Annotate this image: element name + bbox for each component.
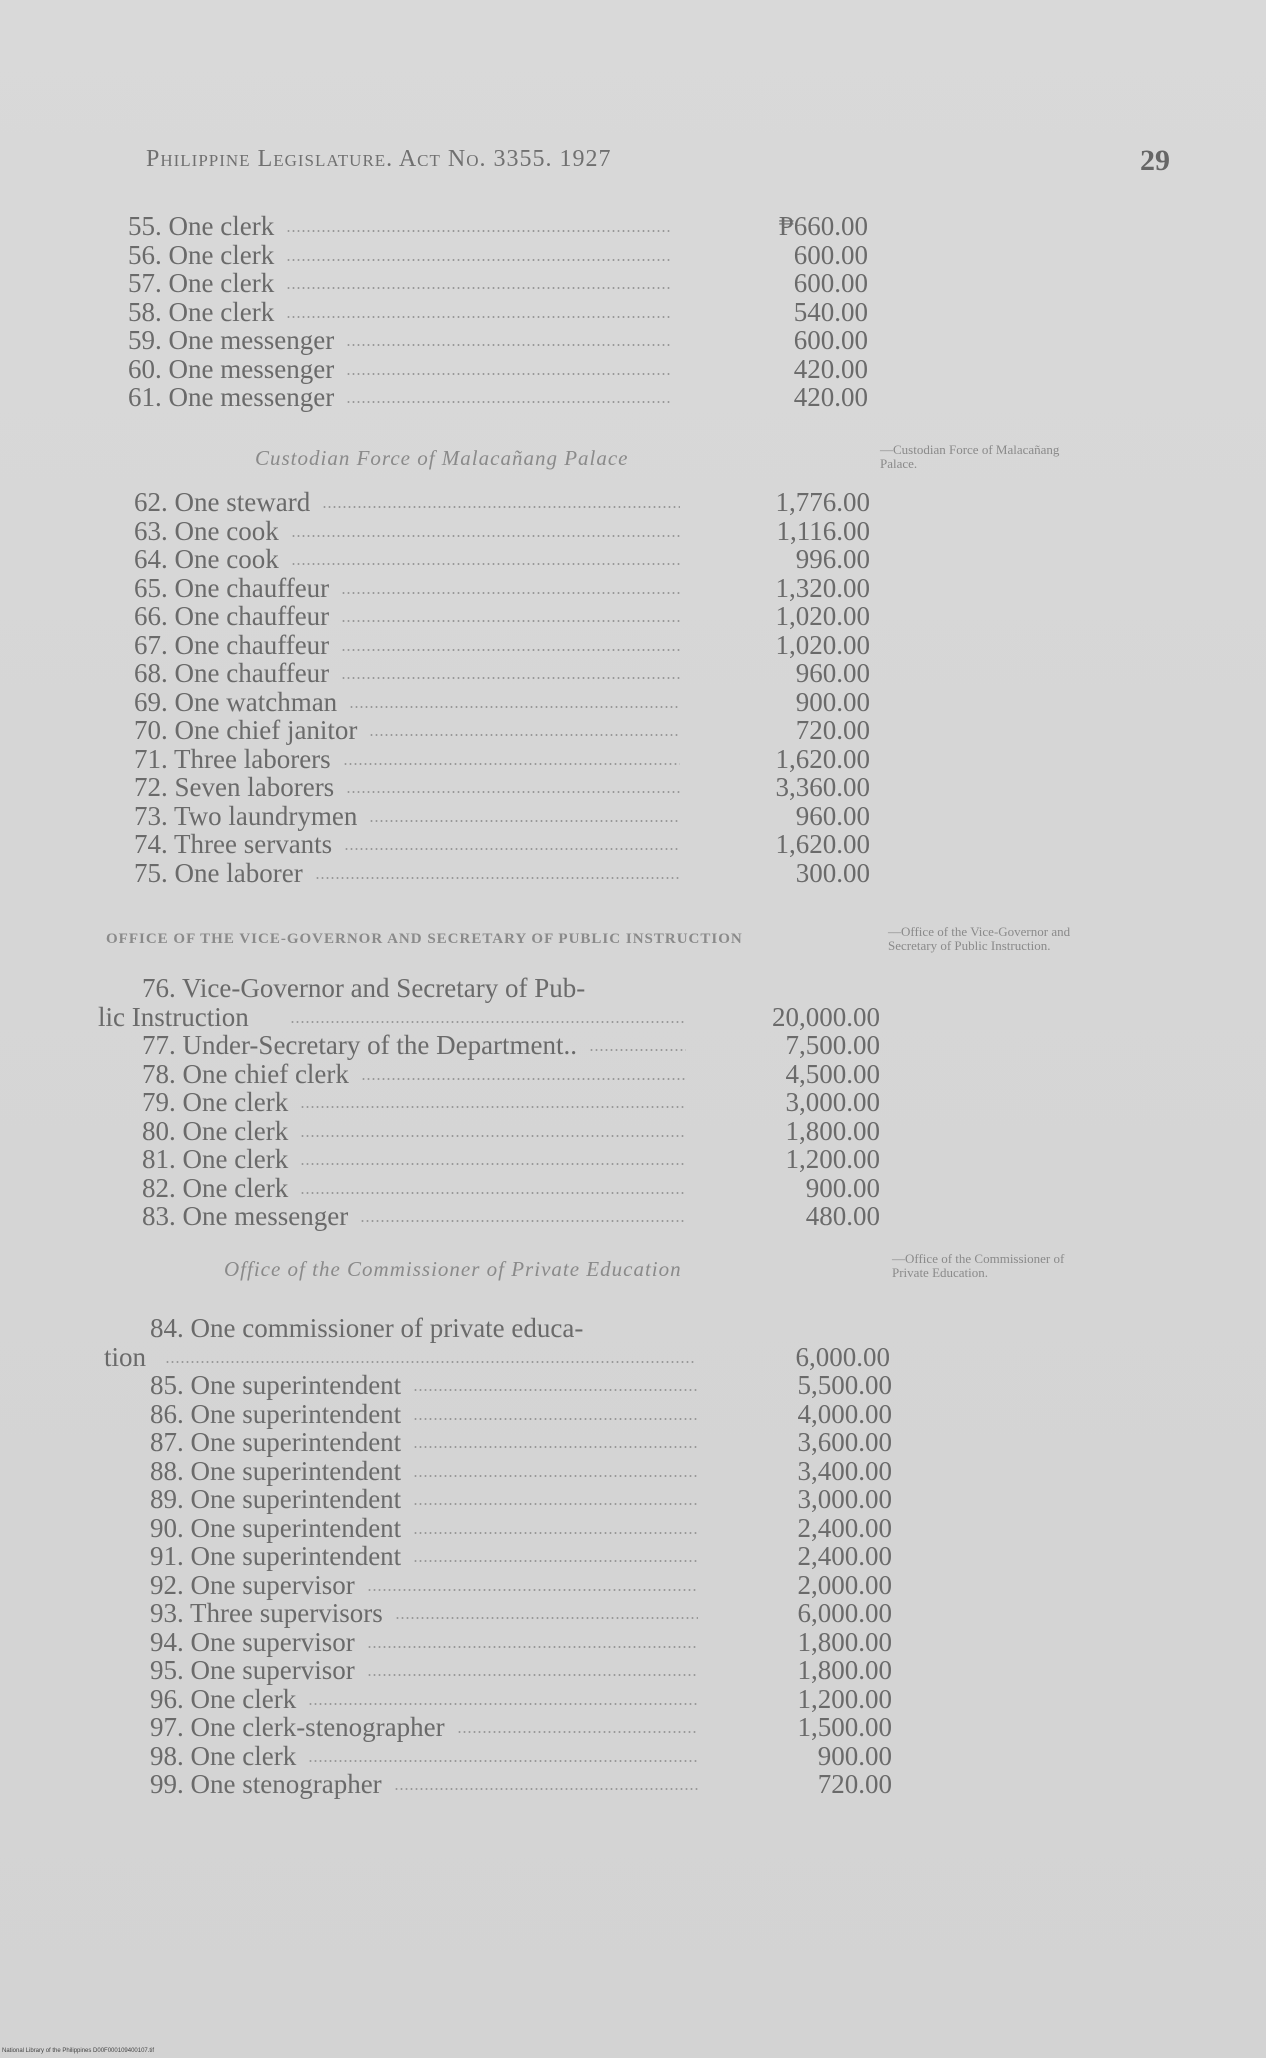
item-amount: 600.00 [793, 325, 868, 355]
item-label: 55. One clerk [128, 211, 275, 241]
leader-dots [367, 1646, 698, 1648]
item-label: 63. One cook [134, 515, 279, 546]
item-label: 56. One clerk [128, 239, 275, 270]
item-amount: 1,020.00 [775, 629, 870, 660]
item-amount: 960.00 [795, 800, 870, 831]
table-row [0, 1003, 1266, 1032]
item-label: 97. One clerk-stenographer [150, 1712, 445, 1742]
table-row [0, 1060, 1266, 1089]
leader-dots [413, 1532, 698, 1534]
item-label: 72. Seven laborers [134, 772, 335, 802]
item-amount: 1,500.00 [797, 1712, 892, 1742]
table-row [0, 716, 1266, 745]
table-row [0, 355, 1266, 384]
table-row [0, 212, 1266, 241]
leader-dots [286, 316, 672, 318]
leader-dots [413, 1446, 698, 1448]
item-label: 69. One watchman [134, 686, 338, 717]
leader-dots [341, 620, 680, 622]
item-amount: 1,800.00 [797, 1626, 892, 1657]
leader-dots [341, 592, 680, 594]
section-heading-vice-governor: OFFICE OF THE VICE-GOVERNOR AND SECRETARY OF PUBLIC INSTRUCTION [106, 931, 743, 947]
section-private-education-staff [0, 1371, 1266, 1799]
item-label: 70. One chief janitor [134, 715, 358, 745]
item-amount: 300.00 [795, 857, 870, 888]
margin-note-vice-governor: —Office of the Vice-Governor and Secretary of Public Instruction. [888, 924, 1071, 953]
item-label: 81. One clerk [142, 1144, 289, 1174]
item-label: 66. One chauffeur [134, 601, 330, 631]
item-label: 58. One clerk [128, 296, 275, 327]
leader-dots [367, 1589, 698, 1591]
table-row [0, 1571, 1266, 1600]
item-label-continuation: tion [104, 1341, 147, 1372]
table-row [0, 1685, 1266, 1714]
leader-dots [300, 1192, 686, 1194]
section-heading-custodian: Custodian Force of Malacañang Palace [255, 446, 629, 470]
leader-dots [413, 1475, 698, 1477]
item-amount: 420.00 [793, 353, 868, 384]
table-row [0, 830, 1266, 859]
item-amount: 3,000.00 [797, 1484, 892, 1514]
item-amount: 480.00 [805, 1201, 880, 1231]
item-label: 99. One stenographer [150, 1769, 382, 1799]
item-amount: 3,000.00 [785, 1087, 880, 1117]
section-heading-private-education: Office of the Commissioner of Private Education [224, 1257, 682, 1281]
leader-dots [341, 677, 680, 679]
item-amount: 540.00 [793, 296, 868, 327]
item-amount: 960.00 [795, 658, 870, 688]
item-label: 64. One cook [134, 544, 279, 574]
leader-dots [349, 706, 680, 708]
item-amount: ₱660.00 [778, 211, 868, 241]
leader-dots [395, 1617, 698, 1619]
leader-dots [322, 506, 680, 508]
item-label: 59. One messenger [128, 325, 335, 355]
leader-dots [308, 1760, 698, 1762]
item-label: 77. Under-Secretary of the Department.. [142, 1030, 578, 1060]
item-commissioner [0, 1314, 1266, 1371]
item-amount: 20,000.00 [772, 1001, 880, 1032]
leader-dots [367, 1674, 698, 1676]
item-amount: 1,800.00 [797, 1655, 892, 1685]
table-row [0, 241, 1266, 270]
leader-dots [286, 259, 672, 261]
table-row [0, 1742, 1266, 1771]
leader-dots [165, 1361, 695, 1363]
item-amount: 6,000.00 [797, 1598, 892, 1628]
leader-dots [346, 373, 672, 375]
leader-dots [286, 287, 672, 289]
leader-dots [369, 820, 680, 822]
table-row [0, 326, 1266, 355]
item-amount: 2,400.00 [797, 1512, 892, 1543]
item-label: 78. One chief clerk [142, 1058, 349, 1089]
leader-dots [291, 535, 680, 537]
leader-dots [290, 1021, 685, 1023]
item-label: 93. Three supervisors [150, 1598, 383, 1628]
leader-dots [300, 1106, 686, 1108]
item-label: 86. One superintendent [150, 1398, 402, 1429]
leader-dots [343, 763, 680, 765]
item-label: 68. One chauffeur [134, 658, 330, 688]
item-label: 73. Two laundrymen [134, 800, 358, 831]
item-amount: 2,000.00 [797, 1569, 892, 1600]
page-number: 29 [1140, 144, 1170, 177]
table-row [0, 1371, 1266, 1400]
table-row [0, 1117, 1266, 1146]
table-row [0, 1031, 1266, 1060]
item-label: 61. One messenger [128, 382, 335, 412]
table-row [0, 1088, 1266, 1117]
item-amount: 1,200.00 [785, 1144, 880, 1174]
table-row [0, 1174, 1266, 1203]
margin-note-custodian: —Custodian Force of Malacañang Palace. [880, 442, 1060, 471]
item-vice-governor [0, 974, 1266, 1031]
table-row [0, 659, 1266, 688]
item-amount: 900.00 [817, 1740, 892, 1771]
scan-footer: National Library of the Philippines D00F000109400107.tif [2, 2048, 155, 2054]
section-clerks-messengers [0, 212, 1266, 412]
table-row [0, 602, 1266, 631]
table-row [0, 1145, 1266, 1174]
item-label: 65. One chauffeur [134, 572, 330, 603]
table-row [0, 745, 1266, 774]
item-amount: 420.00 [793, 382, 868, 412]
running-header: Philippine Legislature. Act No. 3355. 1927 [146, 146, 612, 172]
item-amount: 900.00 [805, 1172, 880, 1203]
item-amount: 600.00 [793, 268, 868, 298]
item-amount: 5,500.00 [797, 1370, 892, 1400]
leader-dots [300, 1135, 686, 1137]
item-label: 62. One steward [134, 487, 311, 517]
item-amount: 1,800.00 [785, 1115, 880, 1146]
item-label: 91. One superintendent [150, 1541, 402, 1571]
item-label: 67. One chauffeur [134, 629, 330, 660]
item-amount: 996.00 [795, 544, 870, 574]
item-label: 90. One superintendent [150, 1512, 402, 1543]
table-row [0, 1343, 1266, 1372]
item-amount: 1,020.00 [775, 601, 870, 631]
item-label: 74. Three servants [134, 829, 333, 859]
item-amount: 1,776.00 [775, 487, 870, 517]
table-row [0, 631, 1266, 660]
leader-dots [413, 1389, 698, 1391]
table-row [0, 545, 1266, 574]
table-row [0, 1457, 1266, 1486]
item-label: 96. One clerk [150, 1683, 297, 1714]
item-label-continuation: lic Instruction [98, 1001, 249, 1032]
leader-dots [346, 401, 672, 403]
leader-dots [291, 563, 680, 565]
leader-dots [457, 1731, 698, 1733]
leader-dots [286, 230, 672, 232]
leader-dots [394, 1788, 698, 1790]
item-label: 76. Vice-Governor and Secretary of Pub- [142, 973, 586, 1003]
item-label: 84. One commissioner of private educa- [150, 1313, 584, 1343]
item-label: 85. One superintendent [150, 1370, 402, 1400]
section-vice-governor-staff [0, 1031, 1266, 1231]
item-amount: 6,000.00 [795, 1341, 890, 1372]
table-row [0, 1628, 1266, 1657]
table-row [0, 1400, 1266, 1429]
margin-note-private-education: —Office of the Commissioner of Private Education. [892, 1251, 1065, 1280]
leader-dots [413, 1418, 698, 1420]
leader-dots [413, 1503, 698, 1505]
leader-dots [308, 1703, 698, 1705]
table-row [0, 1202, 1266, 1231]
table-row [0, 802, 1266, 831]
table-row [0, 1713, 1266, 1742]
item-label: 94. One supervisor [150, 1626, 355, 1657]
table-row [0, 1514, 1266, 1543]
table-row [0, 574, 1266, 603]
item-label: 95. One supervisor [150, 1655, 355, 1685]
item-label: 88. One superintendent [150, 1455, 402, 1486]
leader-dots [369, 734, 680, 736]
table-row [0, 517, 1266, 546]
item-label: 83. One messenger [142, 1201, 349, 1231]
table-row [0, 1656, 1266, 1685]
item-amount: 4,500.00 [785, 1058, 880, 1089]
item-label: 57. One clerk [128, 268, 275, 298]
item-label: 89. One superintendent [150, 1484, 402, 1514]
item-amount: 7,500.00 [785, 1030, 880, 1060]
table-row [0, 859, 1266, 888]
table-row [0, 1428, 1266, 1457]
item-amount: 1,116.00 [776, 515, 870, 546]
leader-dots [341, 649, 680, 651]
table-row [0, 688, 1266, 717]
table-row [0, 1599, 1266, 1628]
item-amount: 600.00 [793, 239, 868, 270]
item-label: 80. One clerk [142, 1115, 289, 1146]
leader-dots [300, 1163, 686, 1165]
item-amount: 2,400.00 [797, 1541, 892, 1571]
leader-dots [346, 344, 672, 346]
table-row [0, 1485, 1266, 1514]
item-amount: 720.00 [795, 715, 870, 745]
item-amount: 900.00 [795, 686, 870, 717]
table-row [0, 773, 1266, 802]
item-label: 82. One clerk [142, 1172, 289, 1203]
table-row [0, 1314, 1266, 1343]
item-amount: 720.00 [817, 1769, 892, 1799]
section-custodian-force [0, 488, 1266, 887]
item-label: 75. One laborer [134, 857, 303, 888]
table-row [0, 269, 1266, 298]
leader-dots [346, 791, 680, 793]
item-label: 79. One clerk [142, 1087, 289, 1117]
item-label: 60. One messenger [128, 353, 335, 384]
item-label: 71. Three laborers [134, 743, 331, 774]
item-amount: 3,360.00 [775, 772, 870, 802]
leader-dots [361, 1078, 686, 1080]
item-amount: 1,200.00 [797, 1683, 892, 1714]
table-row [0, 488, 1266, 517]
item-amount: 1,620.00 [775, 743, 870, 774]
table-row [0, 298, 1266, 327]
item-label: 98. One clerk [150, 1740, 297, 1771]
table-row [0, 974, 1266, 1003]
leader-dots [360, 1220, 686, 1222]
item-amount: 3,600.00 [797, 1427, 892, 1457]
item-amount: 3,400.00 [797, 1455, 892, 1486]
leader-dots [589, 1049, 686, 1051]
table-row [0, 1770, 1266, 1799]
item-label: 92. One supervisor [150, 1569, 355, 1600]
leader-dots [413, 1560, 698, 1562]
item-amount: 1,620.00 [775, 829, 870, 859]
table-row [0, 383, 1266, 412]
item-amount: 1,320.00 [775, 572, 870, 603]
leader-dots [315, 877, 680, 879]
leader-dots [344, 848, 680, 850]
item-label: 87. One superintendent [150, 1427, 402, 1457]
table-row [0, 1542, 1266, 1571]
item-amount: 4,000.00 [797, 1398, 892, 1429]
